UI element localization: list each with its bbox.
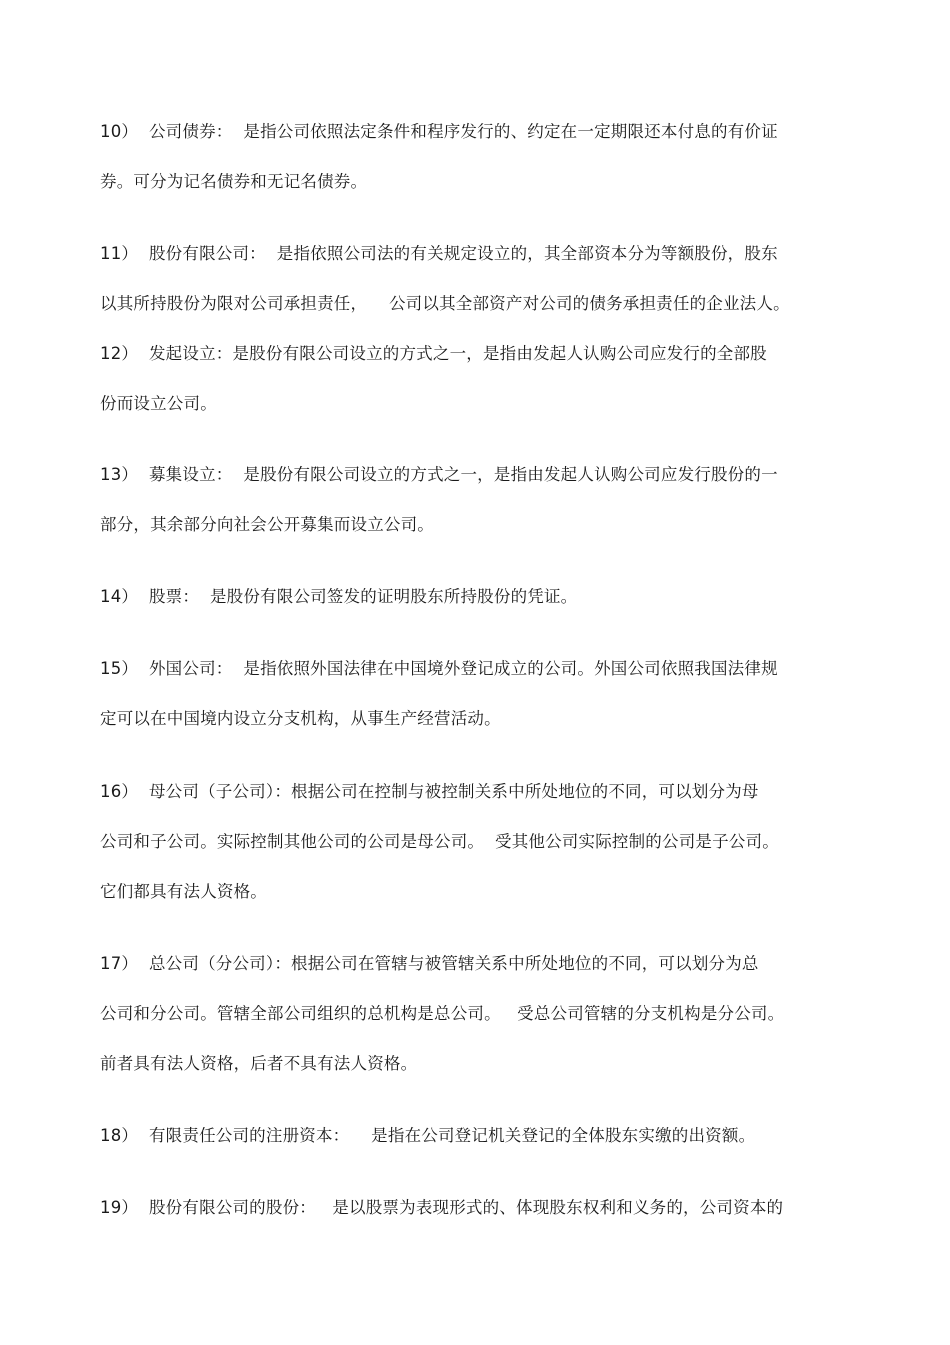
text-line: 公司和分公司。管辖全部公司组织的总机构是总公司。 受总公司管辖的分支机构是分公司。 [100,1004,785,1023]
text-line: 以其所持股份为限对公司承担责任， 公司以其全部资产对公司的债务承担责任的企业法人。 [100,294,790,313]
text-line: 份而设立公司。 [100,394,217,413]
text-line: 11） 股份有限公司： 是指依照公司法的有关规定设立的，其全部资本分为等额股份，股东 [100,244,778,263]
text-line: 17） 总公司（分公司）：根据公司在管辖与被管辖关系中所处地位的不同，可以划分为总 [100,954,759,973]
text-line: 16） 母公司（子公司）：根据公司在控制与被控制关系中所处地位的不同，可以划分为母 [100,782,759,801]
text-line: 15） 外国公司： 是指依照外国法律在中国境外登记成立的公司。外国公司依照我国法律规 [100,659,778,678]
text-line: 它们都具有法人资格。 [100,882,267,901]
text-line: 18） 有限责任公司的注册资本： 是指在公司登记机关登记的全体股东实缴的出资额。 [100,1126,756,1145]
text-line: 12） 发起设立：是股份有限公司设立的方式之一，是指由发起人认购公司应发行的全部股 [100,344,767,363]
text-line: 10） 公司债券： 是指公司依照法定条件和程序发行的、约定在一定期限还本付息的有价证 [100,122,778,141]
text-line: 公司和子公司。实际控制其他公司的公司是母公司。 受其他公司实际控制的公司是子公司。 [100,832,779,851]
text-line: 部分，其余部分向社会公开募集而设立公司。 [100,515,434,534]
text-line: 13） 募集设立： 是股份有限公司设立的方式之一，是指由发起人认购公司应发行股份的一 [100,465,778,484]
text-line: 定可以在中国境内设立分支机构，从事生产经营活动。 [100,709,501,728]
text-line: 券。可分为记名债券和无记名债券。 [100,172,368,191]
text-line: 14） 股票： 是股份有限公司签发的证明股东所持股份的凭证。 [100,587,578,606]
text-line: 19） 股份有限公司的股份： 是以股票为表现形式的、体现股东权利和义务的，公司资本的 [100,1198,784,1217]
text-line: 前者具有法人资格，后者不具有法人资格。 [100,1054,418,1073]
